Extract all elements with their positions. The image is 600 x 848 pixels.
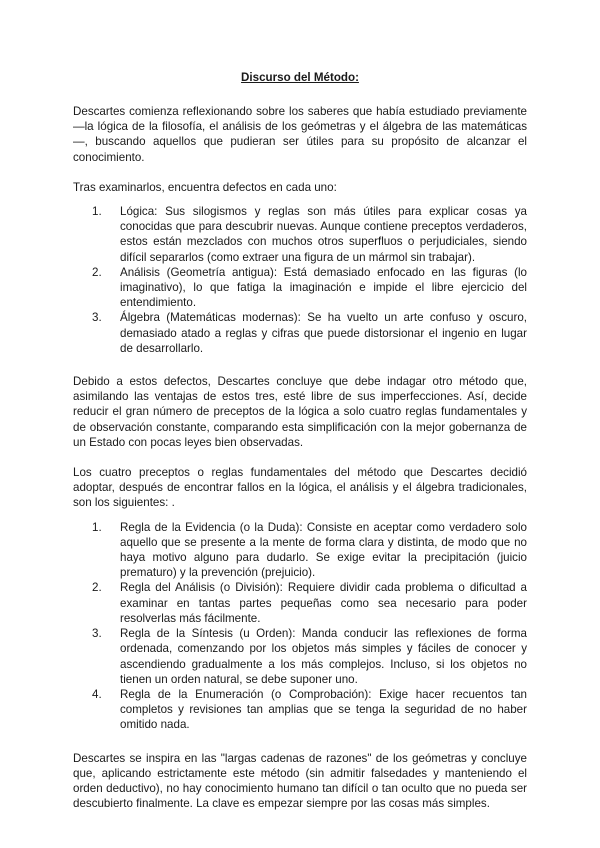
document-title: Discurso del Método: [241,71,359,84]
list-item-number: 2. [92,265,102,279]
conclusion-defects-paragraph: Debido a estos defectos, Descartes concluye que debe indagar otro método que, asimilando las ventajas de estos tres, esté libre de sus imperfecciones. Así, decide reducir el gran número de preceptos de la lógica a solo cuatro reglas fundamentales y de observación constante, comparando esta simplificación con la mejor gobernanza de un Estado con pocas leyes bien observadas. [73,375,527,449]
list-item-number: 3. [92,311,102,325]
list-item-number: 1. [92,205,102,219]
list-item-text: Regla de la Síntesis (u Orden): Manda conducir las reflexiones de forma ordenada, comenzando por los objetos más simples y fáciles de conocer y ascendiendo gradualmente a los más complejos. Incluso, si los objetos no tienen un orden natural, se debe suponer uno. [120,627,527,686]
list-item-text: Regla de la Evidencia (o la Duda): Consiste en aceptar como verdadero solo aquello que se presente a la mente de forma clara y distinta, de modo que no haya motivo alguno para dudarlo. Se exige evitar la precipitación (juicio prematuro) y la prevención (prejuicio). [120,520,527,580]
list-item-number: 1. [92,520,102,534]
precepts-list [73,520,527,733]
list-item-text: Regla del Análisis (o División): Requiere dividir cada problema o dificultad a examinar en tantas partes pequeñas como sea necesario para poder resolverlas más fácilmente. [120,581,527,625]
list-item [92,626,527,687]
list-item-text: Análisis (Geometría antigua): Está demasiado enfocado en las figuras (lo imaginativo), lo que fatiga la imaginación e impide el libre ejercicio del entendimiento. [120,265,527,310]
list-item-number: 4. [92,687,102,701]
list-item-text: Álgebra (Matemáticas modernas): Se ha vuelto un arte confuso y oscuro, demasiado atado a reglas y cifras que puede distorsionar el ingenio en lugar de desarrollarlo. [120,311,527,355]
final-paragraph: Descartes se inspira en las "largas cadenas de razones" de los geómetras y concluye que, aplicando estrictamente este método (sin admitir falsedades y manteniendo el orden deductivo), no hay conocimiento humano tan difícil o tan oculto que no pueda ser descubierto finalmente. La clave es empezar siempre por las cosas más simples. [73,751,527,811]
list-item-text: Regla de la Enumeración (o Comprobación): Exige hacer recuentos tan completos y revisiones tan amplias que se tenga la seguridad de no haber omitido nada. [120,687,527,732]
list-item [92,265,527,311]
defects-list [73,204,527,356]
intro-paragraph: Descartes comienza reflexionando sobre los saberes que había estudiado previamente —la lógica de la filosofía, el análisis de los geómetras y el álgebra de las matemáticas—, buscando aquellos que pudieran ser útiles para su propósito de alcanzar el conocimiento. [73,105,527,164]
list-item [92,204,527,265]
list-item [92,520,527,581]
list-item [92,310,527,356]
precepts-intro-paragraph: Los cuatro preceptos o reglas fundamentales del método que Descartes decidió adoptar, después de encontrar fallos en la lógica, el análisis y el álgebra tradicionales, son los siguientes: . [73,466,527,510]
list-item [92,687,527,733]
list-item [92,580,527,626]
list-item-number: 2. [92,581,102,595]
list-item-text: Lógica: Sus silogismos y reglas son más útiles para explicar cosas ya conocidas que para descubrir nuevas. Aunque contiene preceptos verdaderos, estos están mezclados con muchos otros superfluos o perjudiciales, siendo difícil separarlos (como extraer una figura de un mármol sin trabajar). [120,205,527,264]
list-item-number: 3. [92,627,102,641]
defects-intro-paragraph: Tras examinarlos, encuentra defectos en cada uno: [73,180,337,194]
